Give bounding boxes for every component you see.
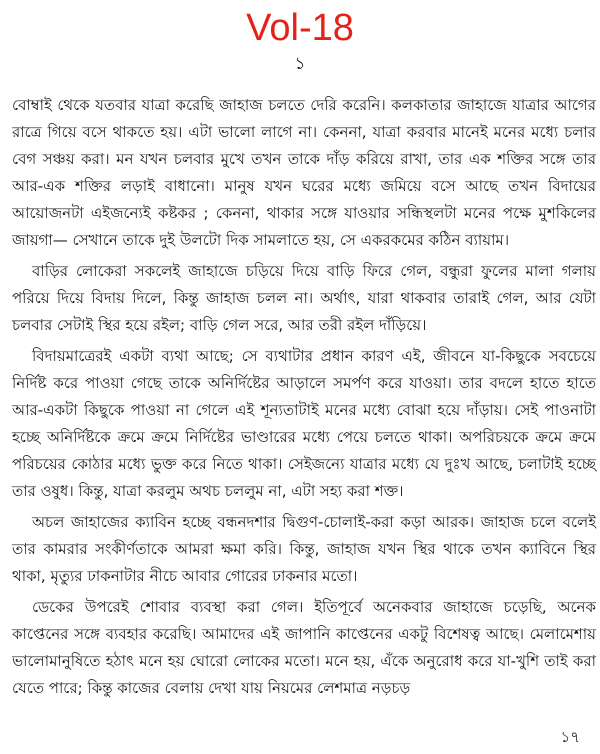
paragraph-5: ডেকের উপরেই শোবার ব্যবস্থা করা গেল। ইতিপূর্বে অনেকবার জাহাজে চড়েছি, অনেক কাপ্তেনের সঙ্গে ব্যবহার করেছি। আমাদের এই জাপানি কাপ্তেনের একটু বিশেষত্ব আছে। মেলামেশায় ভালোমানুষিতে হঠাৎ মনে হয় ঘোরো লোকের মতো। মনে হয়, এঁকে অনুরোধ করে যা-খুশি তাই করা যেতে পারে; কিন্তু কাজের বেলায় দেখা যায় নিয়মের লেশমাত্র নড়চড়	[12, 598, 596, 697]
chapter-number: ১	[294, 54, 306, 74]
paragraph-4: অচল জাহাজের ক্যাবিন হচ্ছে বন্ধনদশার দ্বিগুণ-চোলাই-করা কড়া আরক। জাহাজ চলে বলেই তার কামরার সংকীর্ণতাকে আমরা ক্ষমা করি। কিন্তু, জাহাজ যখন স্থির থাকে তখন ক্যাবিনে স্থির থাকা, মৃত্যুর ঢাকনাটার নীচে আবার গোরের ঢাকনার মতো।	[12, 513, 596, 585]
body-text	[12, 92, 596, 706]
paragraph-3: বিদায়মাত্রেরই একটা ব্যথা আছে; সে ব্যথাটার প্রধান কারণ এই, জীবনে যা-কিছুকে সবচেয়ে নির্দিষ্ট করে পাওয়া গেছে তাকে অনির্দিষ্টের আড়ালে সমর্পণ করে যাওয়া। তার বদলে হাতে হাতে আর-একটা কিছুকে পাওয়া না গেলে এই শূন্যতাটাই মনের মধ্যে বোঝা হয়ে দাঁড়ায়। সেই পাওনাটা হচ্ছে অনির্দিষ্টকে ক্রমে ক্রমে নির্দিষ্টের ভাণ্ডারের মধ্যে পেয়ে চলতে থাকা। অপরিচয়কে ক্রমে ক্রমে পরিচয়ের কোঠার মধ্যে ভুক্ত করে নিতে থাকা। সেইজন্যে যাত্রার মধ্যে যে দুঃখ আছে, চলাটাই হচ্ছে তার ওষুধ। কিন্তু, যাত্রা করলুম অথচ চললুম না, এটা সহ্য করা শক্ত।	[12, 347, 596, 500]
volume-label: Vol-18	[246, 7, 354, 49]
page-number: ১৭	[560, 728, 580, 746]
paragraph-1: বোম্বাই থেকে যতবার যাত্রা করেছি জাহাজ চলতে দেরি করেনি। কলকাতার জাহাজে যাত্রার আগের রাত্রে গিয়ে বসে থাকতে হয়। এটা ভালো লাগে না। কেননা, যাত্রা করবার মানেই মনের মধ্যে চলার বেগ সঞ্চয় করা। মন যখন চলবার মুখে তখন তাকে দাঁড় করিয়ে রাখা, তার এক শক্তির সঙ্গে তার আর-এক শক্তির লড়াই বাধানো। মানুষ যখন ঘরের মধ্যে জমিয়ে বসে আছে তখন বিদায়ের আয়োজনটা এইজন্যেই কষ্টকর ; কেননা, থাকার সঙ্গে যাওয়ার সন্ধিস্থলটা মনের পক্ষে মুশকিলের জায়গা— সেখানে তাকে দুই উলটো দিক সামলাতে হয়, সে একরকমের কঠিন ব্যায়াম।	[12, 96, 596, 249]
paragraph-2: বাড়ির লোকেরা সকলেই জাহাজে চড়িয়ে দিয়ে বাড়ি ফিরে গেল, বন্ধুরা ফুলের মালা গলায় পরিয়ে দিয়ে বিদায় দিলে, কিন্তু জাহাজ চলল না। অর্থাৎ, যারা থাকবার তারাই গেল, আর যেটা চলবার সেটাই স্থির হয়ে রইল; বাড়ি গেল সরে, আর তরী রইল দাঁড়িয়ে।	[12, 262, 596, 334]
